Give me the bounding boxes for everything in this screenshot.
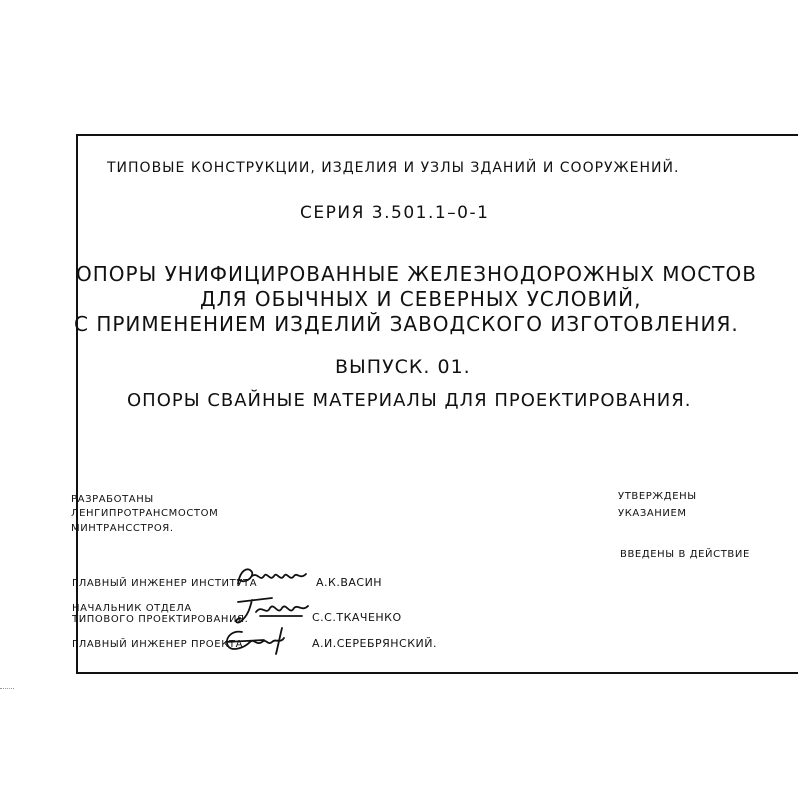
signatory-name: С.С.ТКАЧЕНКО [312,611,402,624]
signatory-name: А.К.ВАСИН [316,576,383,589]
signatory-role: ГЛАВНЫЙ ИНЖЕНЕР ПРОЕКТА [72,639,244,650]
signature-tkachenko [232,594,312,628]
issue-number: ВЫПУСК. 01. [335,356,471,378]
signature-vasin [234,562,314,592]
document-subtitle: ОПОРЫ СВАЙНЫЕ МАТЕРИАЛЫ ДЛЯ ПРОЕКТИРОВАНИЯ. [127,390,692,411]
signature-serebryansky [220,624,300,656]
approved-label: УТВЕРЖДЕНЫ [618,491,697,502]
signatory-name: А.И.СЕРЕБРЯНСКИЙ. [312,637,437,650]
developed-ministry: МИНТРАНССТРОЯ. [71,523,174,534]
title-line-1: ОПОРЫ УНИФИЦИРОВАННЫЕ ЖЕЛЕЗНОДОРОЖНЫХ МОСТОВ [76,262,757,286]
title-line-3: С ПРИМЕНЕНИЕМ ИЗДЕЛИЙ ЗАВОДСКОГО ИЗГОТОВЛЕНИЯ. [74,312,739,336]
title-line-2: ДЛЯ ОБЫЧНЫХ И СЕВЕРНЫХ УСЛОВИЙ, [200,287,642,311]
series-number: СЕРИЯ 3.501.1–0-1 [300,203,490,223]
developed-label: РАЗРАБОТАНЫ [71,494,154,505]
developed-organization: ЛЕНГИПРОТРАНСМОСТОМ [71,508,219,519]
document-header: ТИПОВЫЕ КОНСТРУКЦИИ, ИЗДЕЛИЯ И УЗЛЫ ЗДАНИЙ И СООРУЖЕНИЙ. [107,160,680,176]
approved-by: УКАЗАНИЕМ [618,508,687,519]
signatory-role: НАЧАЛЬНИК ОТДЕЛА [72,603,192,614]
signatory-role: ГЛАВНЫЙ ИНЖЕНЕР ИНСТИТУТА [72,578,258,589]
scan-edge-mark [0,688,14,689]
effective-label: ВВЕДЕНЫ В ДЕЙСТВИЕ [620,549,750,560]
signatory-role-line-2: ТИПОВОГО ПРОЕКТИРОВАНИЯ. [72,614,249,625]
